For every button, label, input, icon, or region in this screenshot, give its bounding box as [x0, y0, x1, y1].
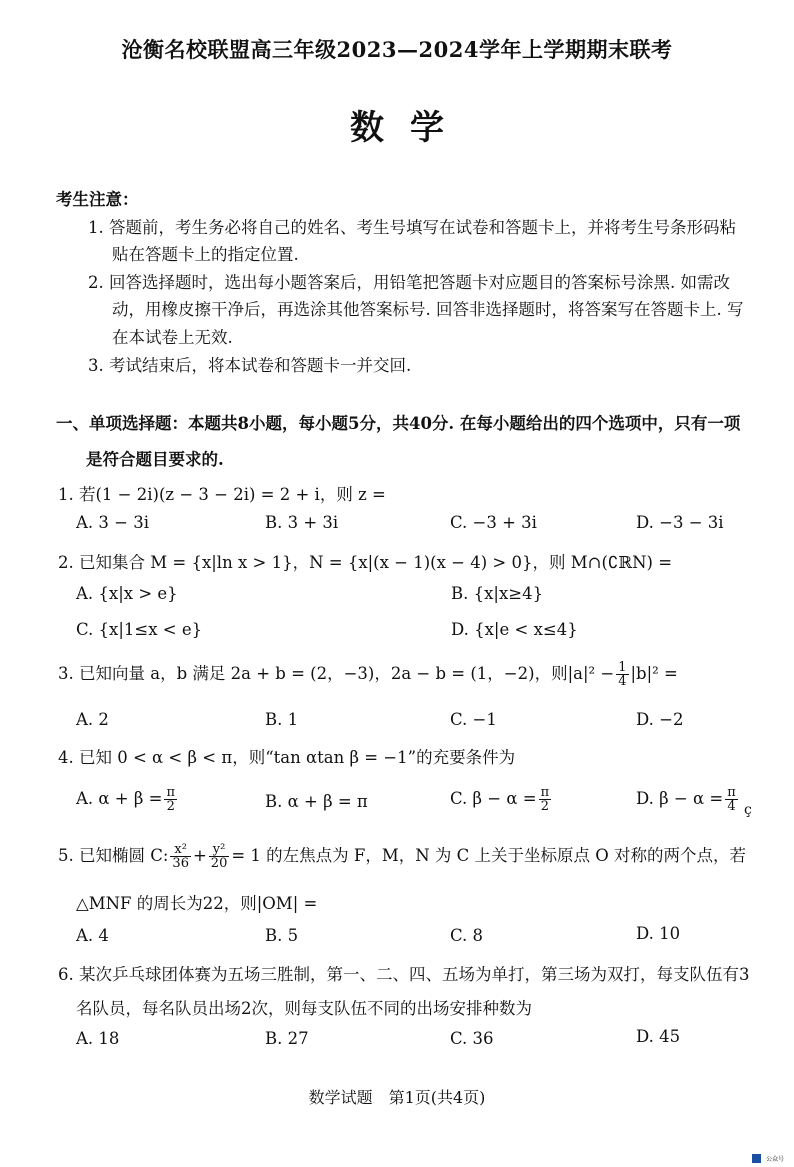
- notice-item-2-line-1: 2. 回答选择题时，选出每小题答案后，用铅笔把答题卡对应题目的答案标号涂黑. 如需改: [88, 273, 730, 292]
- question-2-option-b: B. {x|x≥4}: [451, 584, 544, 603]
- notice-item-2-line-2: 动，用橡皮擦干净后，再选涂其他答案标号. 回答非选择题时，将答案写在答题卡上. 写: [112, 300, 744, 319]
- question-3-stem-pre: 3. 已知向量 a，b 满足 2a + b = (2，−3)，2a − b = (1，−2)，则|a|² −: [58, 664, 615, 683]
- watermark-text: 公众号: [766, 1156, 785, 1163]
- question-1-stem: 1. 若(1 − 2i)(z − 3 − 2i) = 2 + i，则 z =: [58, 485, 386, 504]
- question-3-option-b: B. 1: [265, 710, 299, 729]
- question-6-line-2: 名队员，每名队员出场2次，则每支队伍不同的出场安排种数为: [76, 999, 532, 1018]
- question-4-option-d: D. β − α = $\frac{\pi}{4}$: [636, 785, 736, 814]
- question-5-option-c: C. 8: [450, 926, 484, 945]
- question-4-option-b: B. α + β = π: [265, 792, 368, 811]
- question-1-option-b: B. 3 + 3i: [265, 513, 339, 532]
- question-2-option-a: A. {x|x > e}: [76, 584, 178, 603]
- question-3-stem: [58, 660, 678, 688]
- question-6-option-b: B. 27: [265, 1029, 309, 1048]
- question-3-stem-post: |b|² =: [630, 664, 678, 683]
- exam-title: 沧衡名校联盟高三年级2023—2024学年上学期期末联考: [121, 37, 673, 62]
- notice-item-2-line-3: 在本试卷上无效.: [112, 328, 233, 347]
- watermark-logo: [752, 1148, 790, 1163]
- question-2-stem: 2. 已知集合 M = {x|ln x > 1}，N = {x|(x − 1)(x − 4) > 0}，则 M∩(∁ℝN) =: [58, 553, 673, 572]
- question-6-option-d: D. 45: [636, 1027, 681, 1046]
- notice-item-1-line-2: 贴在答题卡上的指定位置.: [112, 245, 299, 264]
- question-5-option-b: B. 5: [265, 926, 299, 945]
- notice-item-3: 3. 考试结束后，将本试卷和答题卡一并交回.: [88, 356, 412, 375]
- question-3-fraction: $\frac{1}{4}$: [618, 660, 627, 689]
- subject-title: 数学: [350, 108, 470, 148]
- question-5-option-a: A. 4: [76, 926, 109, 945]
- question-5-line-2: △MNF 的周长为22，则|OM| =: [76, 894, 318, 913]
- notice-item-1-line-1: 1. 答题前，考生务必将自己的姓名、考生号填写在试卷和答题卡上，并将考生号条形码粘: [88, 218, 736, 237]
- question-1-option-a: A. 3 − 3i: [76, 513, 149, 532]
- question-2-option-c: C. {x|1≤x < e}: [76, 620, 203, 639]
- question-6-line-1: 6. 某次乒乓球团体赛为五场三胜制，第一、二、四、五场为单打，第三场为双打，每支队伍有3: [58, 965, 750, 984]
- section-heading-line-2: 是符合题目要求的.: [86, 450, 224, 469]
- question-1-option-c: C. −3 + 3i: [450, 513, 537, 532]
- question-6-option-a: A. 18: [76, 1029, 120, 1048]
- notice-heading: 考生注意：: [56, 190, 139, 209]
- question-4-stem: 4. 已知 0 < α < β < π，则“tan αtan β = −1”的充要条件为: [58, 748, 516, 767]
- question-6-option-c: C. 36: [450, 1029, 494, 1048]
- question-5-option-d: D. 10: [636, 924, 681, 943]
- question-3-option-d: D. −2: [636, 710, 684, 729]
- section-heading-line-1: 一、单项选择题：本题共8小题，每小题5分，共40分. 在每小题给出的四个选项中，只有一项: [56, 414, 741, 433]
- page-footer: 数学试题 第1页(共4页): [308, 1088, 486, 1107]
- question-4-option-a: A. α + β = $\frac{\pi}{2}$: [76, 785, 176, 814]
- question-5-stem: 5. 已知椭圆 C: $\frac{\text{x²}}{36}$ + $\frac{\text{y²}}{20}$ = 1 的左焦点为 F，M，N 为 C 上关于坐标原点 O 对称的两个点，若: [58, 842, 747, 871]
- question-2-option-d: D. {x|e < x≤4}: [451, 620, 578, 639]
- margin-mark: ç: [744, 802, 752, 818]
- question-3-option-a: A. 2: [76, 710, 109, 729]
- logo-icon: [752, 1154, 761, 1163]
- question-1-option-d: D. −3 − 3i: [636, 513, 724, 532]
- question-3-option-c: C. −1: [450, 710, 497, 729]
- question-4-option-c: C. β − α = $\frac{\pi}{2}$: [450, 785, 550, 814]
